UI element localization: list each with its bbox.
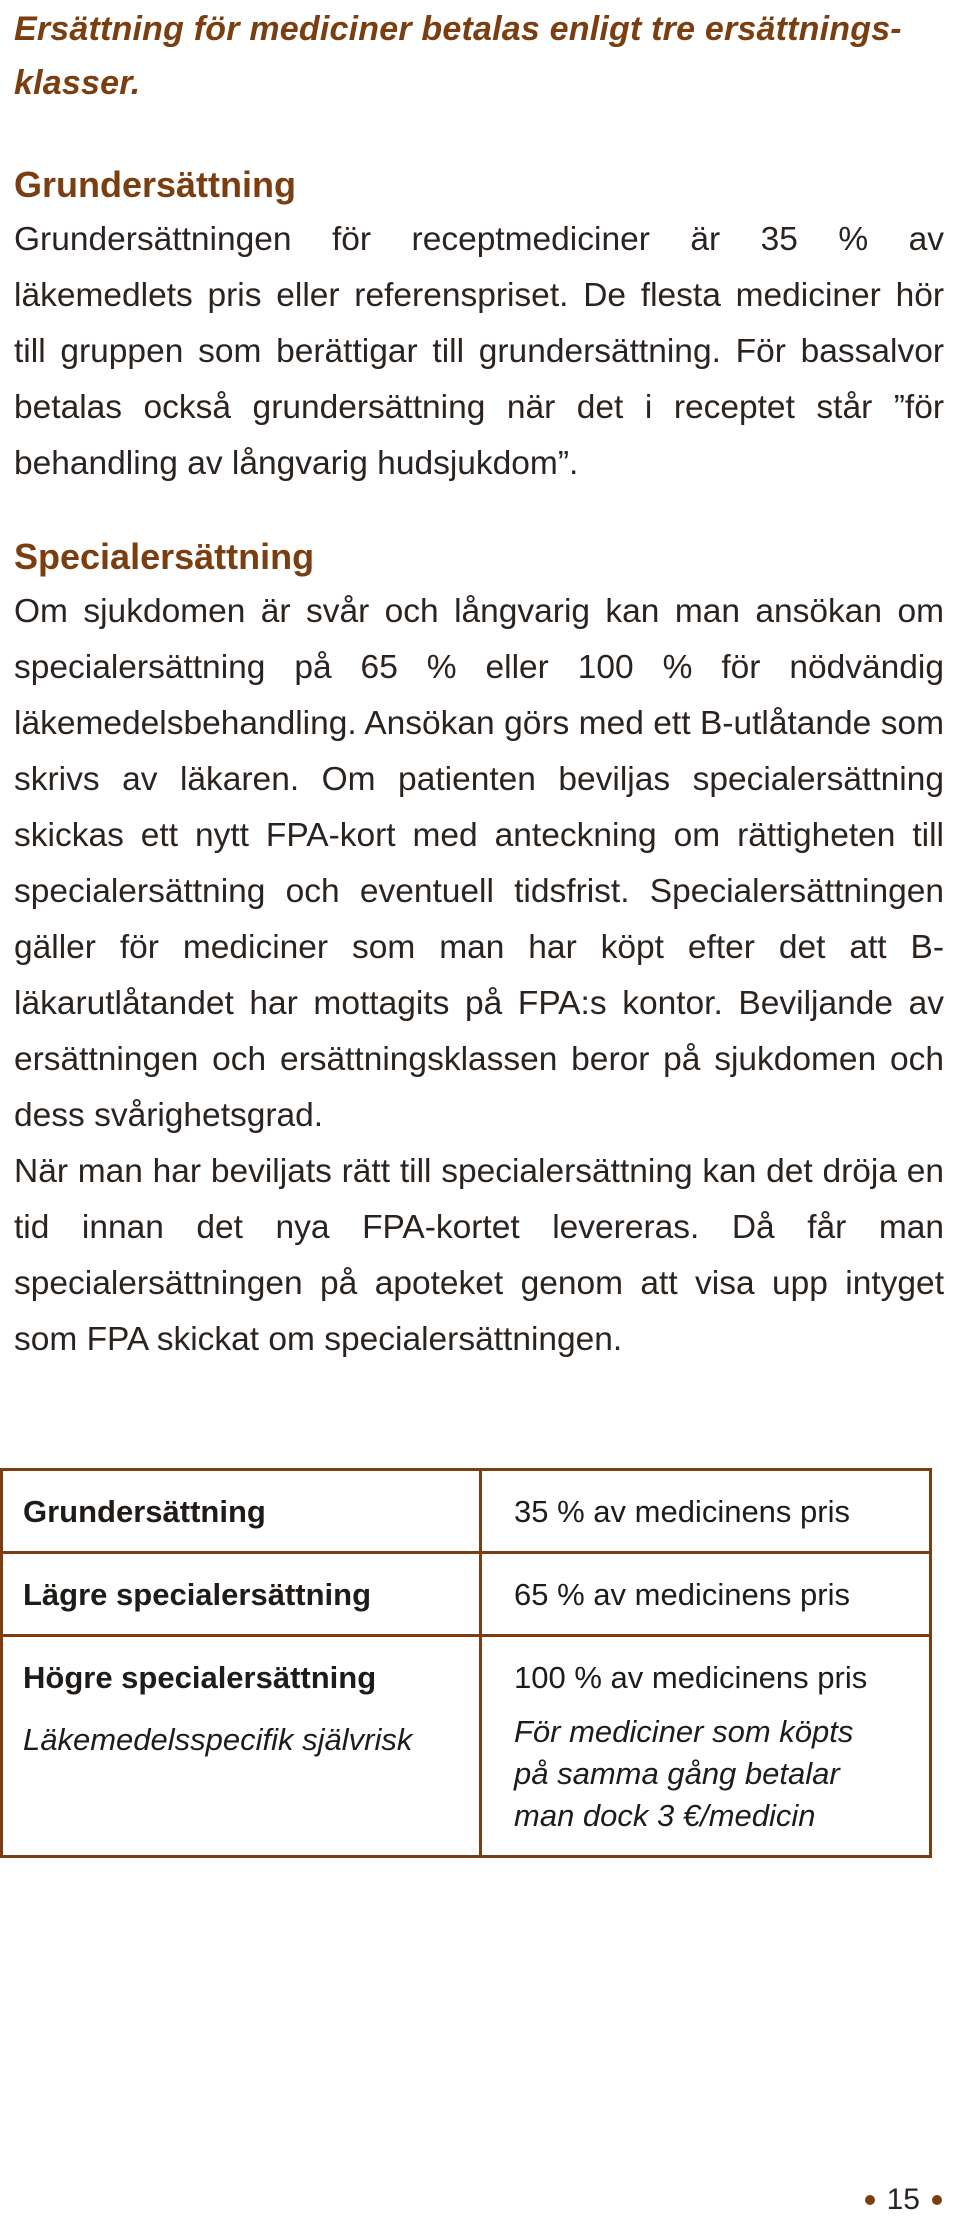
rate-class-value: 35 % av medicinens pris <box>481 1470 931 1553</box>
rate-class-note: För mediciner som köpts på samma gång betalar man dock 3 €/medicin <box>514 1714 854 1833</box>
rate-class-label: Högre specialersättning <box>23 1660 377 1695</box>
compensation-rate-table <box>0 1468 932 1858</box>
rate-class-label: Lägre specialersättning <box>2 1553 481 1636</box>
rate-class-value: 65 % av medicinens pris <box>481 1553 931 1636</box>
intro-text: Ersättning för mediciner betalas enligt tre ersättnings-klasser. <box>14 10 902 102</box>
heading-grundersattning: Grundersättning <box>14 164 297 205</box>
table-row <box>2 1470 931 1553</box>
heading-specialersattning: Specialersättning <box>14 536 315 577</box>
rate-class-sublabel: Läkemedelsspecifik självrisk <box>23 1722 413 1757</box>
specialersattning-paragraph: Om sjukdomen är svår och långvarig kan man ansökan om specialersättning på 65 % eller 100 % för nödvändig läkemedelsbehandling. Ansökan görs med ett B-utlåtande som skrivs av läkaren. Om patienten beviljas specialersättning skickas ett nytt FPA-kort med anteckning om rättigheten till specialersättning och eventuell tidsfrist. Specialersättningen gäller för mediciner som man har köpt efter det att B-läkarutlåtandet har mottagits på FPA:s kontor. Beviljande av ersättningen och ersättningsklassen beror på sjukdomen och dess svårighetsgrad. <box>14 593 944 1134</box>
page-number: 15 <box>886 2183 920 2216</box>
page-content <box>14 0 944 1368</box>
rate-class-value: 100 % av medicinens pris <box>514 1660 868 1695</box>
table-row <box>2 1553 931 1636</box>
page-footer <box>865 2183 942 2217</box>
specialersattning-paragraph-2: När man har beviljats rätt till specialersättning kan det dröja en tid innan det nya FPA-kortet levereras. Då får man specialersättningen på apoteket genom att visa upp intyget som FPA skickat om specialersättningen. <box>14 1153 944 1358</box>
bullet-dot-icon <box>932 2195 942 2205</box>
grundersattning-paragraph: Grundersättningen för receptmediciner är 35 % av läkemedlets pris eller referenspriset. De flesta mediciner hör till gruppen som berättigar till grundersättning. För bassalvor betalas också grundersättning när det i receptet står ”för behandling av långvarig hudsjukdom”. <box>14 221 944 482</box>
rate-class-cell <box>481 1636 931 1857</box>
rate-class-cell <box>2 1636 481 1857</box>
rate-class-label: Grundersättning <box>2 1470 481 1553</box>
bullet-dot-icon <box>865 2195 875 2205</box>
table-row <box>2 1636 931 1857</box>
